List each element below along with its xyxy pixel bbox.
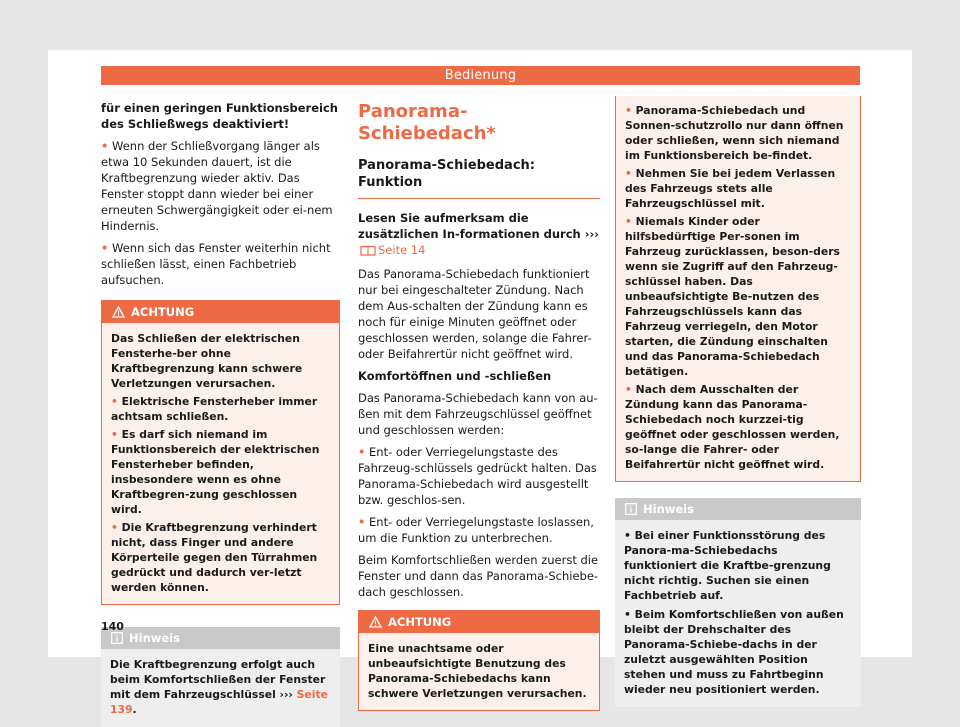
list-item: • Ent- oder Verriegelungstaste des Fahrzeug-schlüssels gedrückt halten. Das Panorama-Schiebedach wird ausgestellt bzw. geschlos-sen. bbox=[358, 445, 597, 507]
list-item: • Panorama-Schiebedach und Sonnen-schutzrollo nur dann öffnen oder schließen, wenn sich niemand im Funktionsbereich be-findet. bbox=[625, 104, 844, 162]
reference-text: Lesen Sie aufmerksam die zusätzlichen In-formationen durch ››› Seite 14 bbox=[358, 210, 600, 260]
warning-continued-box bbox=[615, 96, 861, 482]
note-box bbox=[101, 627, 340, 727]
column-1 bbox=[101, 100, 340, 727]
list-item: • Ent- oder Verriegelungstaste loslassen, um die Funktion zu unterbrechen. bbox=[358, 515, 594, 545]
intro-text: für einen geringen Funktionsbereich des Schließwegs deaktiviert! bbox=[101, 101, 338, 131]
paragraph: Das Panorama-Schiebedach funktioniert nur bei eingeschalteter Zündung. Nach dem Aus-schalten der Zündung kann es noch für einige Minuten geöffnet oder geschlossen werden, solange die Fahrer- oder Beifahrertür nicht geöffnet wird. bbox=[358, 267, 592, 361]
warning-triangle-icon bbox=[369, 613, 382, 635]
list-item: • Es darf sich niemand im Funktionsbereich der elektrischen Fensterheber befinden, insbesondere wenn es ohne Kraftbegren-zung geschlossen wird. bbox=[111, 428, 320, 516]
list-item: • Elektrische Fensterheber immer achtsam schließen. bbox=[111, 395, 318, 423]
list-item: • Wenn der Schließvorgang länger als etwa 10 Sekunden dauert, ist die Kraftbegrenzung wieder aktiv. Das Fenster stoppt dann wieder bei einer erneuten Schwergängigkeit oder ei-nem Hindernis. bbox=[101, 139, 333, 233]
warning-box bbox=[358, 610, 600, 711]
warning-header: ACHTUNG bbox=[102, 301, 339, 323]
column-2 bbox=[358, 100, 600, 711]
warning-lead: Das Schließen der elektrischen Fensterhe-ber ohne Kraftbegrenzung kann schwere Verletzungen verursachen. bbox=[111, 332, 303, 390]
list-item: • Nach dem Ausschalten der Zündung kann das Panorama-Schiebedach noch kurzzei-tig geöffnet oder geschlossen werden, so-lange die Fahrer- oder Beifahrertür nicht geöffnet wird. bbox=[625, 383, 840, 471]
page-link[interactable]: Seite 139 bbox=[110, 688, 328, 716]
note-header: Hinweis bbox=[615, 498, 861, 520]
warning-triangle-icon bbox=[112, 303, 125, 325]
subsection-title: Panorama-Schiebedach: Funktion bbox=[358, 157, 600, 199]
note-header: Hinweis bbox=[101, 627, 340, 649]
page-link[interactable]: Seite 14 bbox=[378, 243, 426, 257]
page-number: 140 bbox=[101, 620, 124, 633]
warning-text: Eine unachtsame oder unbeaufsichtigte Benutzung des Panorama-Schiebedachs kann schwere Verletzungen verursachen. bbox=[368, 642, 587, 700]
column-3 bbox=[615, 96, 861, 707]
book-icon bbox=[360, 244, 376, 260]
list-item: • Wenn sich das Fenster weiterhin nicht schließen lässt, einen Fachbetrieb aufsuchen. bbox=[101, 241, 331, 287]
section-header: Bedienung bbox=[101, 66, 860, 85]
list-item: • Beim Komfortschließen von außen bleibt der Drehschalter des Panorama-Schiebe-dachs in der zuletzt ausgewählten Position stehen und muss zu Fahrtbeginn wieder neu positioniert werden. bbox=[624, 608, 844, 696]
note-text: Die Kraftbegrenzung erfolgt auch beim Komfortschließen der Fenster mit dem Fahrzeugschlüssel ››› Seite 139. bbox=[110, 658, 328, 716]
warning-box bbox=[101, 300, 340, 605]
note-box bbox=[615, 498, 861, 707]
list-item: • Niemals Kinder oder hilfsbedürftige Per-sonen im Fahrzeug zurücklassen, beson-ders wenn sie Zugriff auf den Fahrzeug-schlüssel haben. Das unbeaufsichtigte Be-nutzen des Fahrzeugschlüssels kann das Fahrzeug verriegeln, den Motor starten, die Zündung einschalten und das Panorama-Schiebedach betätigen. bbox=[625, 215, 840, 378]
info-icon bbox=[625, 500, 637, 522]
paragraph: Beim Komfortschließen werden zuerst die Fenster und dann das Panorama-Schiebe-dach geschlossen. bbox=[358, 553, 599, 599]
list-item: • Nehmen Sie bei jedem Verlassen des Fahrzeugs stets alle Fahrzeugschlüssel mit. bbox=[625, 167, 836, 210]
section-title: Panorama-Schiebedach* bbox=[358, 101, 496, 144]
warning-header: ACHTUNG bbox=[359, 611, 599, 633]
list-item: • Bei einer Funktionsstörung des Panora-ma-Schiebedachs funktioniert die Kraftbe-grenzung nicht richtig. Suchen sie einen Fachbetrieb auf. bbox=[624, 529, 831, 602]
heading: Komfortöffnen und -schließen bbox=[358, 369, 552, 383]
paragraph: Das Panorama-Schiebedach kann von au-ßen mit dem Fahrzeugschlüssel geöffnet und geschlossen werden: bbox=[358, 391, 598, 437]
list-item: • Die Kraftbegrenzung verhindert nicht, dass Finger und andere Körperteile gegen den Türrahmen gedrückt und dadurch ver-letzt werden können. bbox=[111, 521, 318, 594]
